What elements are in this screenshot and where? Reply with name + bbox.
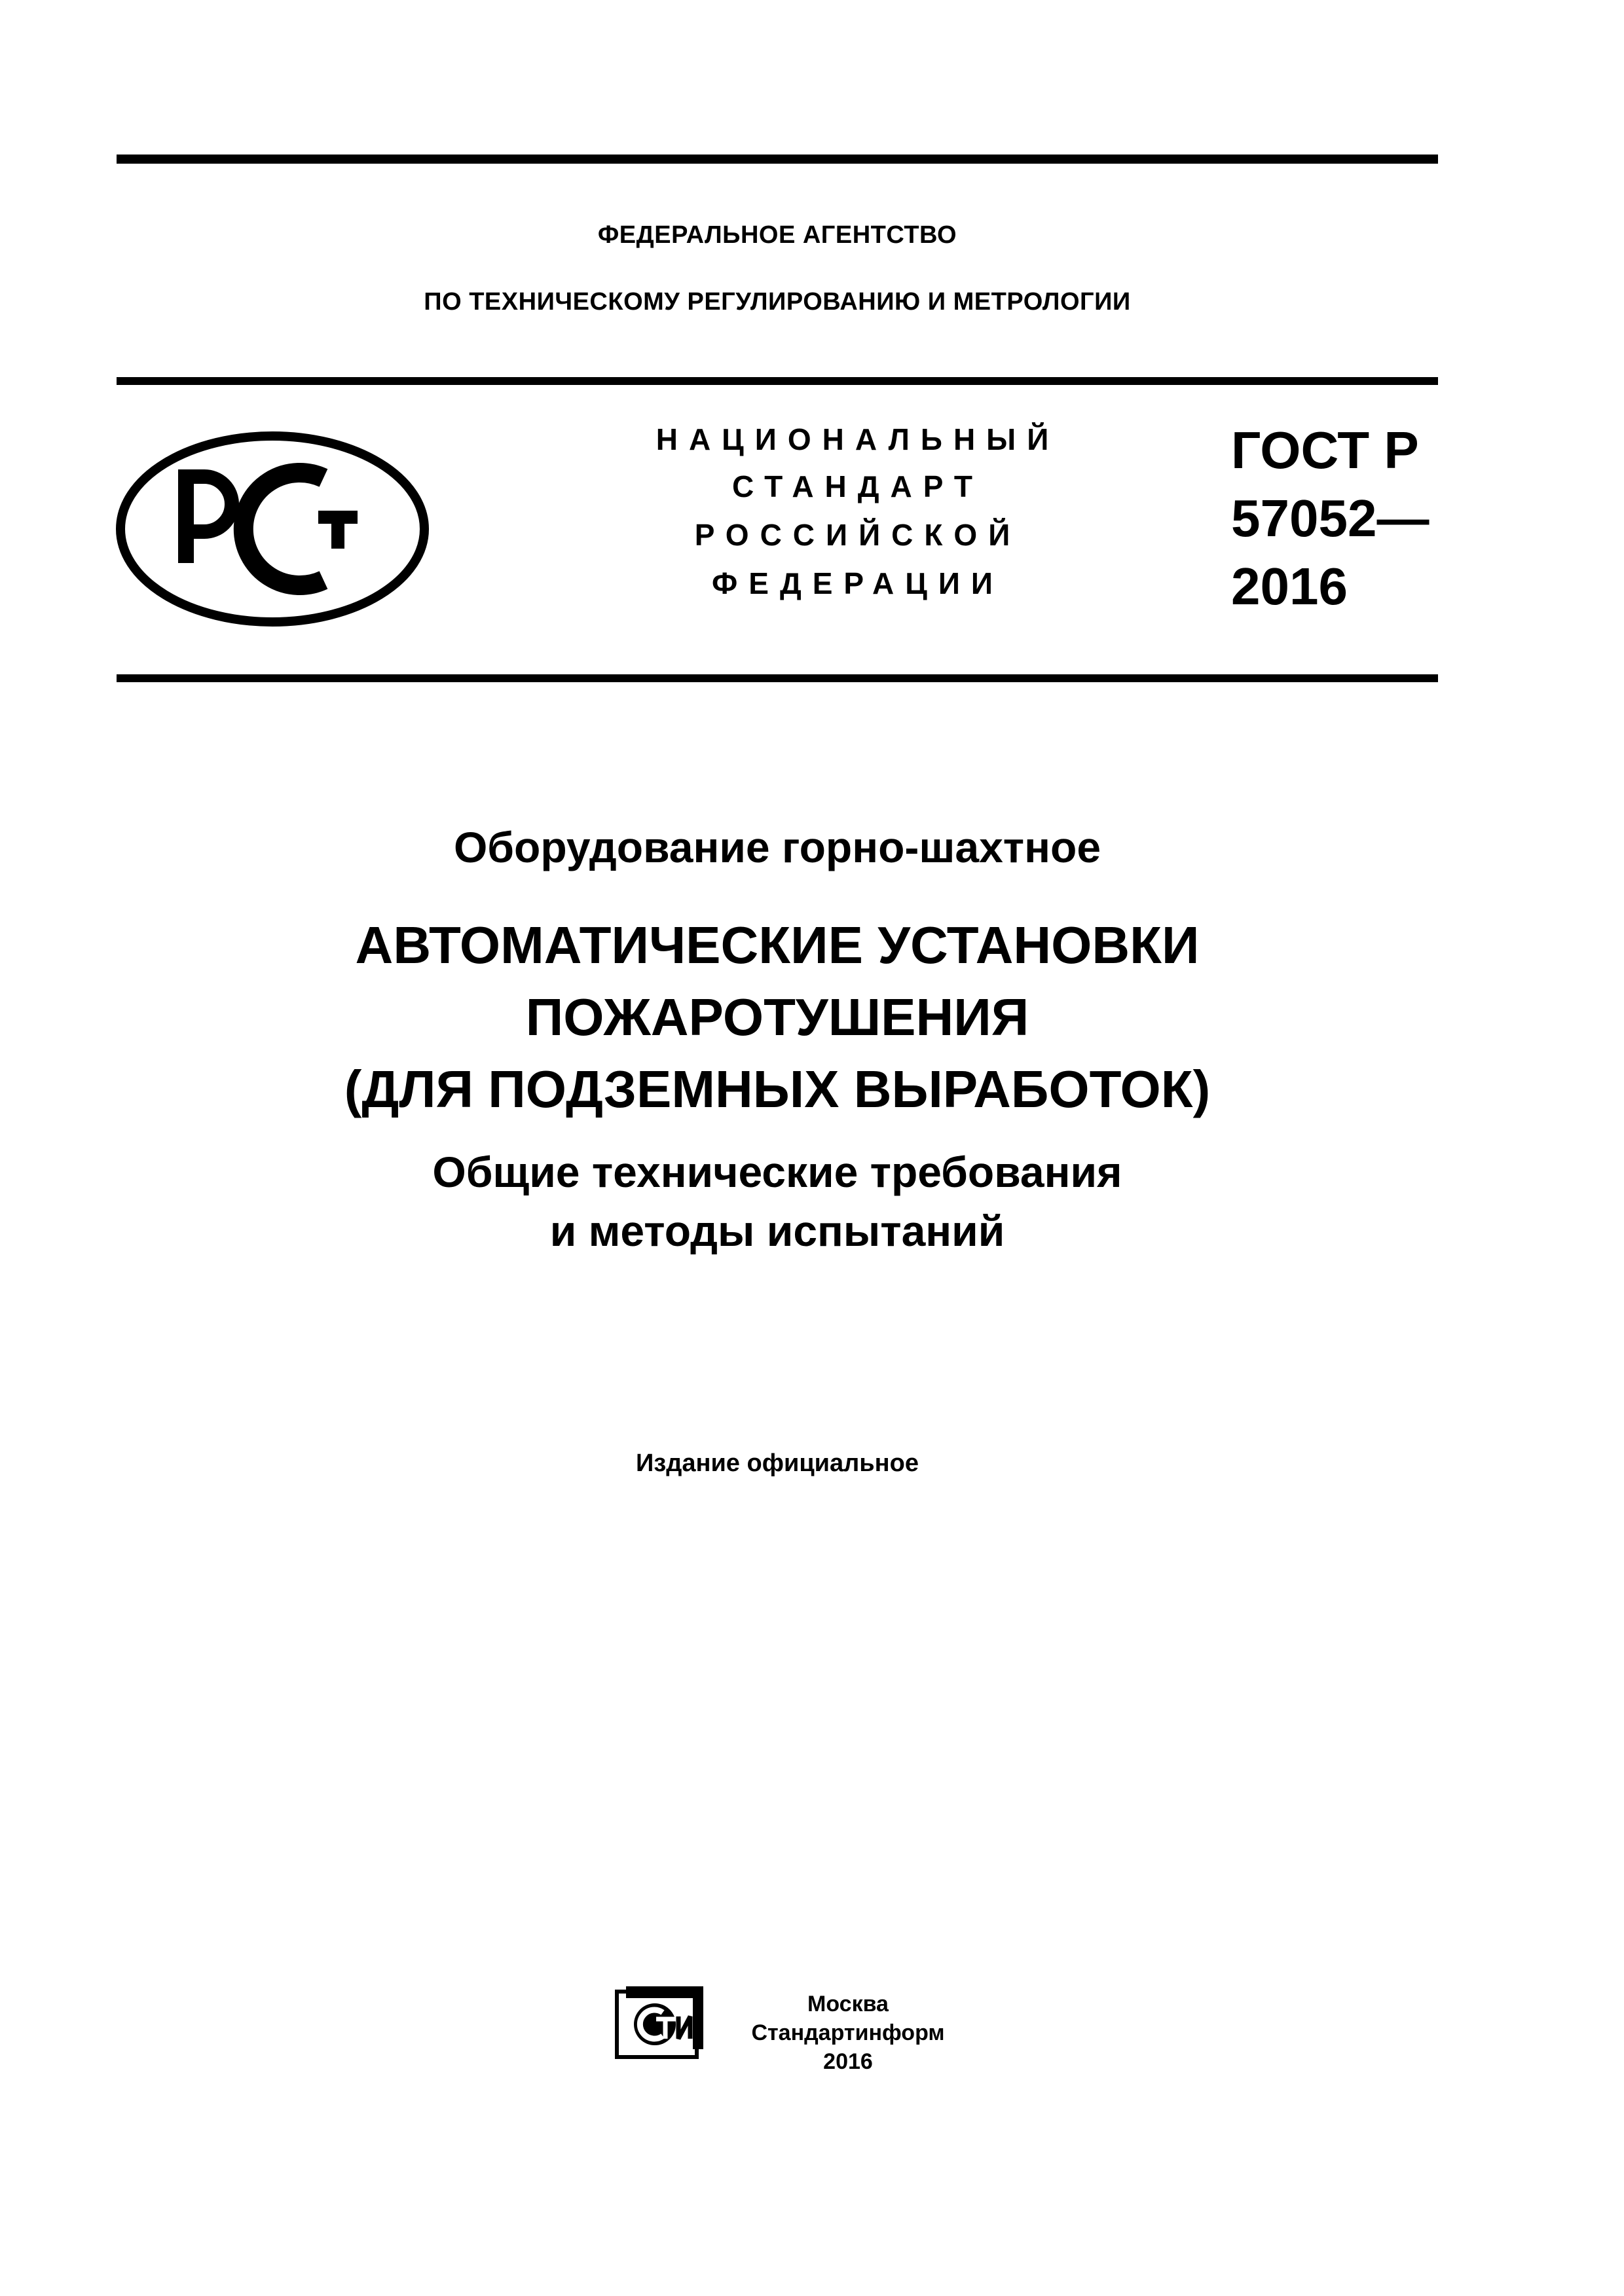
standard-type-line2: СТАНДАРТ [732,469,984,503]
main-title-line3: (ДЛЯ ПОДЗЕМНЫХ ВЫРАБОТОК) [344,1060,1211,1118]
standard-type-line3: РОССИЙСКОЙ [694,518,1022,552]
header-rule [117,377,1438,385]
document-category: Оборудование горно-шахтное [453,823,1101,871]
title-rule [117,674,1438,682]
standard-number-line1: ГОСТ Р [1231,421,1419,479]
subtitle-line2: и методы испытаний [549,1207,1005,1255]
standard-number-line3: 2016 [1231,557,1348,615]
publisher-year: 2016 [823,2049,873,2074]
standartinform-logo-icon [614,1986,706,2064]
standard-type-line1: НАЦИОНАЛЬНЫЙ [655,422,1060,456]
publisher-name: Стандартинформ [751,2020,945,2045]
main-title-line1: АВТОМАТИЧЕСКИЕ УСТАНОВКИ [355,916,1200,974]
subtitle-line1: Общие технические требования [432,1148,1122,1196]
agency-name-line2: ПО ТЕХНИЧЕСКОМУ РЕГУЛИРОВАНИЮ И МЕТРОЛОГИИ [424,288,1131,316]
publisher-city: Москва [807,1992,889,2016]
agency-name-line1: ФЕДЕРАЛЬНОЕ АГЕНТСТВО [597,221,957,249]
standard-type-line4: ФЕДЕРАЦИИ [712,566,1004,600]
edition-label: Издание официальное [636,1449,919,1477]
rst-emblem-icon [115,431,430,630]
top-rule [117,155,1438,164]
main-title-line2: ПОЖАРОТУШЕНИЯ [525,988,1029,1046]
standard-number-line2: 57052— [1231,489,1430,547]
